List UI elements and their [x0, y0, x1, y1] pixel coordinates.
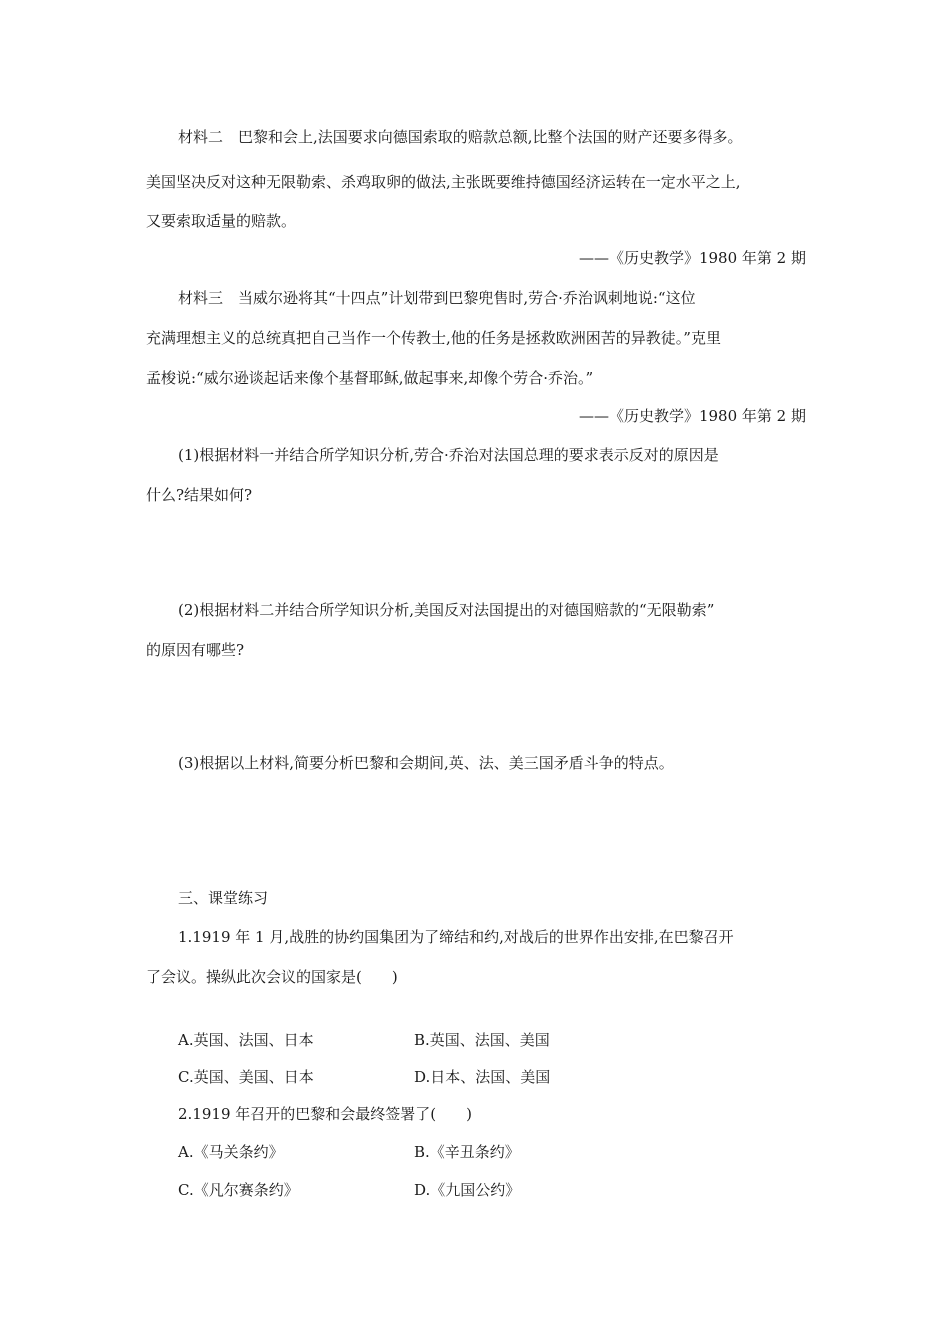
material-3-source: ——《历史教学》1980 年第 2 期 — [578, 407, 806, 425]
practice-item-1-stem-line-2: 了会议。操纵此次会议的国家是( ) — [146, 968, 398, 986]
material-3-line-1: 材料三 当威尔逊将其“十四点”计划带到巴黎兜售时,劳合·乔治讽刺地说:“这位 — [178, 289, 696, 307]
practice-heading: 三、课堂练习 — [178, 889, 269, 907]
practice-item-1-option-b: B.英国、法国、美国 — [414, 1031, 550, 1049]
practice-item-1-stem-line-1: 1.1919 年 1 月,战胜的协约国集团为了缔结和约,对战后的世界作出安排,在巴黎召开 — [178, 928, 734, 946]
practice-item-2-option-b: B.《辛丑条约》 — [414, 1143, 520, 1161]
question-3-line-1: (3)根据以上材料,简要分析巴黎和会期间,英、法、美三国矛盾斗争的特点。 — [178, 754, 674, 772]
practice-item-1-option-d: D.日本、法国、美国 — [414, 1068, 551, 1086]
practice-item-2-option-c: C.《凡尔赛条约》 — [178, 1181, 299, 1199]
practice-item-2-option-d: D.《九国公约》 — [414, 1181, 521, 1199]
material-3-line-3: 孟梭说:“威尔逊谈起话来像个基督耶稣,做起事来,却像个劳合·乔治。” — [146, 369, 594, 387]
material-2-source: ——《历史教学》1980 年第 2 期 — [578, 249, 806, 267]
material-3-line-2: 充满理想主义的总统真把自己当作一个传教士,他的任务是拯救欧洲困苦的异教徒。”克里 — [146, 329, 721, 347]
question-2-line-2: 的原因有哪些? — [146, 641, 245, 659]
practice-item-2-option-a: A.《马关条约》 — [178, 1143, 284, 1161]
material-2-line-2: 美国坚决反对这种无限勒索、杀鸡取卵的做法,主张既要维持德国经济运转在一定水平之上, — [146, 173, 741, 191]
practice-item-2-stem-line-1: 2.1919 年召开的巴黎和会最终签署了( ) — [178, 1105, 472, 1123]
material-2-line-3: 又要索取适量的赔款。 — [146, 212, 297, 230]
material-2-line-1: 材料二 巴黎和会上,法国要求向德国索取的赔款总额,比整个法国的财产还要多得多。 — [178, 128, 743, 146]
question-1-line-1: (1)根据材料一并结合所学知识分析,劳合·乔治对法国总理的要求表示反对的原因是 — [178, 446, 719, 464]
practice-item-1-option-c: C.英国、美国、日本 — [178, 1068, 314, 1086]
practice-item-1-option-a: A.英国、法国、日本 — [178, 1031, 314, 1049]
question-1-line-2: 什么?结果如何? — [146, 486, 253, 504]
question-2-line-1: (2)根据材料二并结合所学知识分析,美国反对法国提出的对德国赔款的“无限勒索” — [178, 601, 715, 619]
